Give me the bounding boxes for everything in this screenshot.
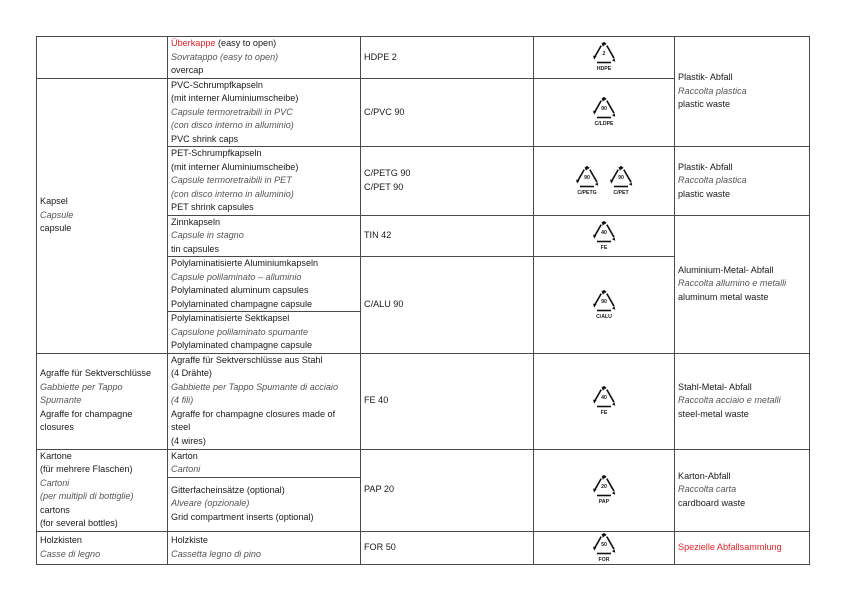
code-calu: C/ALU 90 [364,299,404,309]
recycling-triangle-icon [591,97,617,127]
code-cell-agraffe [361,353,534,449]
sekt-line: Polylaminatisierte Sektkapsel [171,313,290,323]
table-row-holz [37,531,810,564]
disposal-alu-en: aluminum metal waste [678,291,769,302]
agraffe-type-line: Agraffe for champagne [40,408,133,419]
disposal-steel-it: Raccolta acciaio e metalli [678,395,781,406]
code-fe: FE 40 [364,395,389,406]
disposal-cardboard-it: Raccolta carta [678,484,737,495]
disposal-cell-special [675,531,810,564]
holz-desc-de: Holzkiste [171,535,208,545]
disposal-plastic1-it: Raccolta plastica [678,85,747,96]
symbol-number: 20 [601,484,607,490]
inserts-line: Gitterfacheinsätze (optional) [171,484,285,495]
desc-cell-karton [168,449,361,477]
code-cell-holz [361,531,534,564]
type-cell-karton [37,449,168,531]
recycling-triangle-icon [591,533,617,563]
alu-line: Capsule polilaminato – alluminio [171,271,302,282]
code-cell-tin [361,215,534,257]
symbol-abbr: PAP [598,499,610,505]
agraffe-type-line: Agraffe für Sektverschlüsse [40,368,152,379]
disposal-cell-cardboard [675,449,810,531]
symbol-abbr: FE [600,410,608,416]
karton-desc-line: Karton [171,450,198,461]
code-cell-pvc [361,78,534,147]
overcap-de-rest: (easy to open) [215,38,277,48]
symbol-cell-holz [534,531,675,564]
desc-cell-sekt [168,312,361,354]
disposal-special: Spezielle Abfallsammlung [678,541,782,552]
disposal-cell-steel [675,353,810,449]
code-cell-pet [361,147,534,216]
symbol-number: 2 [602,51,606,58]
tin-line: Capsule in stagno [171,230,244,240]
recycling-triangle-icon [591,42,617,72]
recycling-triangle-icon [591,386,617,416]
alu-line: Polylaminated champagne capsule [171,298,313,309]
code-cpetg: C/PETG 90 [364,168,411,179]
code-cell-overcap [361,37,534,79]
disposal-plastic2-it: Raccolta plastica [678,175,747,185]
disposal-plastic1-en: plastic waste [678,99,731,110]
capsule-en: capsule [40,223,72,234]
code-tin: TIN 42 [364,230,392,240]
desc-cell-holz [168,531,361,564]
symbol-number: 40 [601,395,607,401]
symbol-cell-pet [534,147,675,216]
holz-desc-it: Cassetta legno di pino [171,548,261,559]
symbol-cell-pvc [534,78,675,147]
symbol-cell-overcap [534,37,675,79]
sekt-line: Capsulone polilaminato spumante [171,326,308,337]
disposal-cell-plastic-2 [675,147,810,216]
karton-desc-line: Cartoni [171,464,201,474]
recycling-triangle-icon [591,221,617,251]
disposal-cell-aluminium [675,215,810,353]
symbol-number: 50 [601,541,607,548]
disposal-steel-de: Stahl-Metal- Abfall [678,381,752,392]
symbol-abbr: C/LDPE [594,121,614,128]
table-row-karton [37,449,810,477]
disposal-plastic2-en: plastic waste [678,188,731,199]
type-cell-agraffe [37,353,168,449]
pet-line: PET-Schrumpfkapseln [171,148,262,158]
overcap-it: Sovratappo (easy to open) [171,51,279,62]
code-for: FOR 50 [364,541,396,552]
disposal-steel-en: steel-metal waste [678,408,749,419]
karton-type-line: cartons [40,504,70,515]
symbol-abbr: FOR [598,556,610,563]
disposal-cardboard-de: Karton-Abfall [678,470,731,481]
symbol-number: 90 [601,298,607,305]
table-row-overcap [37,37,810,79]
karton-type-line: (für mehrere Flaschen) [40,464,133,474]
recycling-triangle-icon [591,290,617,320]
agraffe-desc-line: Gabbiette per Tappo Spumante di acciaio [171,381,338,392]
holz-type-de: Holzkisten [40,535,82,545]
pvc-line: PVC shrink caps [171,133,239,144]
pvc-line: (mit interner Aluminiumscheibe) [171,93,299,103]
type-cell-capsule [37,78,168,353]
agraffe-desc-line: steel [171,422,191,432]
agraffe-type-line: Spumante [40,395,82,406]
symbol-abbr: C/PETG [577,189,597,196]
agraffe-type-line: Gabbiette per Tappo [40,381,123,392]
disposal-alu-de: Aluminium-Metal- Abfall [678,264,774,275]
disposal-plastic1-de: Plastik- Abfall [678,72,733,83]
pvc-line: PVC-Schrumpfkapseln [171,79,263,90]
desc-cell-pvc [168,78,361,147]
recycling-table [36,36,810,565]
disposal-cell-plastic-1 [675,37,810,147]
desc-cell-pet [168,147,361,216]
pet-line: (mit interner Aluminiumscheibe) [171,161,299,172]
overcap-en: overcap [171,65,204,75]
disposal-cardboard-en: cardboard waste [678,497,746,508]
tin-line: Zinnkapseln [171,216,221,227]
code-cpvc: C/PVC 90 [364,106,405,117]
capsule-it: Capsule [40,209,74,220]
alu-line: Polylaminatisierte Aluminiumkapseln [171,258,319,268]
tin-line: tin capsules [171,243,220,254]
symbol-number: 90 [584,174,590,181]
inserts-line: Grid compartment inserts (optional) [171,511,314,522]
pet-line: Capsule termoretraibili in PET [171,175,292,185]
desc-cell-tin [168,215,361,257]
type-cell-holz [37,531,168,564]
desc-cell-agraffe [168,353,361,449]
agraffe-type-line: closures [40,422,74,433]
symbol-abbr: C/ALU [596,313,612,320]
karton-type-line: Cartoni [40,477,70,488]
sekt-line: Polylaminated champagne capsule [171,340,313,350]
pvc-line: Capsule termoretraibili in PVC [171,106,293,117]
pet-line: (con disco interno in alluminio) [171,188,294,199]
pvc-line: (con disco interno in alluminio) [171,120,294,130]
agraffe-desc-line: Agraffe for champagne closures made of [171,408,336,419]
symbol-abbr: C/PET [613,189,629,196]
recycling-triangle-icon [574,166,600,196]
overcap-de-highlight: Überkappe [171,38,216,48]
alu-line: Polylaminated aluminum capsules [171,285,309,295]
holz-type-it: Casse di legno [40,548,101,559]
disposal-plastic2-de: Plastik- Abfall [678,161,733,172]
code-cell-alu [361,257,534,354]
symbol-abbr: FE [600,244,608,251]
symbol-abbr: HDPE [596,66,612,73]
disposal-alu-it: Raccolta allumino e metalli [678,278,787,289]
karton-type-line: (for several bottles) [40,518,118,528]
desc-cell-overcap [168,37,361,79]
symbol-cell-karton [534,449,675,531]
symbol-cell-agraffe [534,353,675,449]
code-cell-karton [361,449,534,531]
symbol-cell-alu [534,257,675,354]
capsule-de: Kapsel [40,196,68,207]
type-cell-empty [37,37,168,79]
karton-type-line: Kartone [40,450,72,461]
recycling-triangle-icon [591,475,617,505]
code-cpet: C/PET 90 [364,181,404,192]
agraffe-desc-line: (4 fili) [171,395,194,405]
symbol-number: 40 [601,229,607,236]
desc-cell-alu [168,257,361,312]
karton-type-line: (per multipli di bottiglie) [40,491,134,501]
pet-line: PET shrink capsules [171,202,254,212]
code-pap: PAP 20 [364,484,394,495]
table-row-agraffe [37,353,810,449]
agraffe-desc-line: (4 Drähte) [171,368,212,378]
agraffe-desc-line: (4 wires) [171,435,206,446]
agraffe-desc-line: Agraffe für Sektverschlüsse aus Stahl [171,354,323,365]
symbol-number: 90 [601,106,607,113]
desc-cell-inserts [168,477,361,531]
symbol-number: 90 [618,174,624,181]
inserts-line: Alveare (opzionale) [171,498,250,509]
recycling-triangle-icon [608,166,634,196]
symbol-cell-tin [534,215,675,257]
code-hdpe: HDPE 2 [364,51,397,62]
